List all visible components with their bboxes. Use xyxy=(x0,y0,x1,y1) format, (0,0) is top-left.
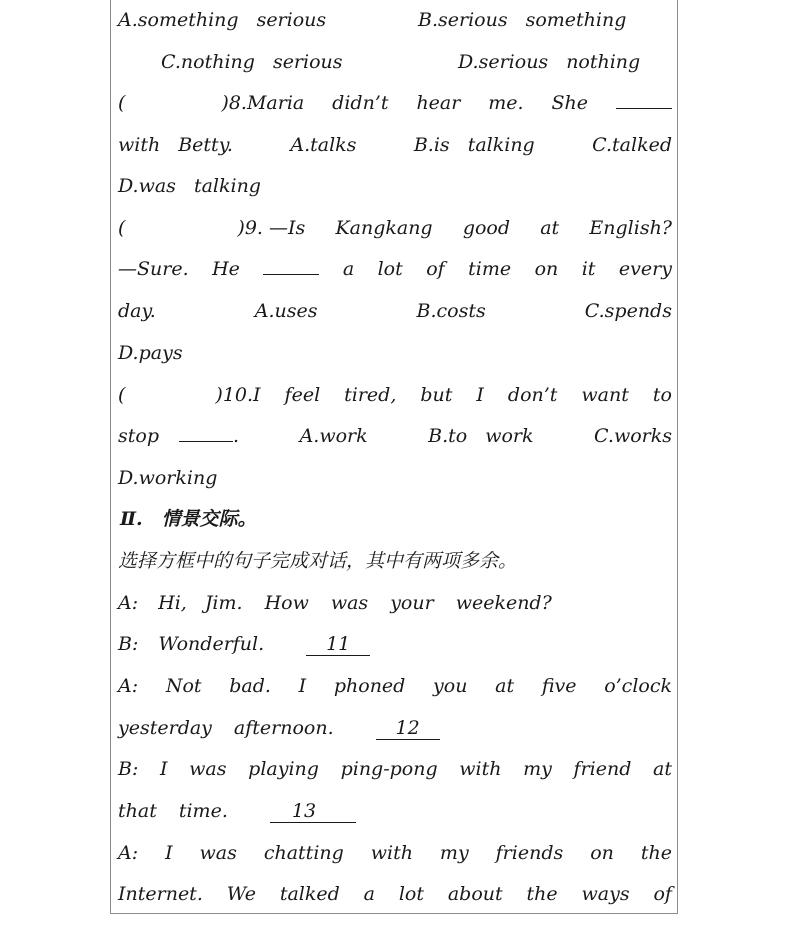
dialogue-word: was xyxy=(330,592,369,614)
dialogue-word: We xyxy=(226,883,256,905)
dialogue-word: talked xyxy=(279,883,340,905)
dialogue-word: bad. xyxy=(229,675,271,697)
dialogue-word: time. xyxy=(178,800,228,822)
blank-11[interactable]: 11 xyxy=(306,633,370,656)
dialogue-word: Not xyxy=(165,675,202,697)
q10-word: but xyxy=(420,384,453,406)
dialogue-word: playing xyxy=(248,758,319,780)
dialogue-word: I xyxy=(298,675,307,697)
dialogue-word: Internet. xyxy=(118,883,203,905)
speaker-b: B: xyxy=(118,633,139,655)
q9-stem-line xyxy=(118,213,672,243)
dialogue-word: lot xyxy=(398,883,424,905)
q10-stem-end: stop . xyxy=(118,421,239,451)
blank-12[interactable]: 12 xyxy=(376,717,440,740)
dialogue-line-2 xyxy=(118,629,672,659)
q9-word: every xyxy=(618,258,672,280)
q7-option-a: A.something xyxy=(118,9,239,31)
q9-option-d-line xyxy=(118,338,672,368)
dialogue-word: Wonderful. xyxy=(158,633,265,655)
dialogue-word: with xyxy=(459,758,502,780)
dialogue-line-6 xyxy=(118,796,672,826)
q8-stem-line xyxy=(118,88,672,118)
dialogue-word: was xyxy=(199,842,237,864)
q8-word: didn’t xyxy=(332,92,389,114)
q8-option-c: C.talked xyxy=(592,134,672,156)
q8-option-d: D.was talking xyxy=(118,175,261,197)
blank-13[interactable]: 13 xyxy=(270,800,356,823)
dialogue-word: the xyxy=(526,883,558,905)
q9-word: time xyxy=(468,258,512,280)
speaker-a: A: xyxy=(118,842,139,864)
q9-word: good xyxy=(462,217,511,239)
q9-word: lot xyxy=(377,258,403,280)
q10-option-b: B.to work xyxy=(428,425,534,447)
dialogue-word: about xyxy=(447,883,503,905)
q7-option-c: C.nothing serious xyxy=(161,51,343,73)
q9-word: a xyxy=(342,258,355,280)
q7-option-b: B.serious something xyxy=(418,9,627,31)
dialogue-line-1 xyxy=(118,588,672,618)
dialogue-line-3 xyxy=(118,671,672,701)
dialogue-word: the xyxy=(640,842,672,864)
q10-word: tired, xyxy=(344,384,397,406)
q9-word: on xyxy=(534,258,559,280)
q10-word: to xyxy=(652,384,672,406)
q9-option-d: D.pays xyxy=(118,342,183,364)
dialogue-line-7 xyxy=(118,838,672,868)
dialogue-word: weekend? xyxy=(455,592,552,614)
q8-option-a: A.talks xyxy=(290,134,357,156)
q9-word: Kangkang xyxy=(335,217,433,239)
q9-option-b: B.costs xyxy=(416,300,486,322)
dialogue-word: of xyxy=(653,883,672,905)
q7-options-row-2 xyxy=(118,47,672,77)
q9-word: —Sure. xyxy=(118,258,189,280)
q8-option-b: B.is talking xyxy=(413,134,535,156)
dialogue-word: Hi, xyxy=(158,592,187,614)
dialogue-word: friends xyxy=(495,842,564,864)
q8-answer-blank[interactable] xyxy=(616,88,672,109)
speaker-a: A: xyxy=(118,675,139,697)
q10-option-c: C.works xyxy=(594,425,672,447)
dialogue-word: that xyxy=(118,800,157,822)
q9-options-line xyxy=(118,296,672,326)
q8-option-d-line xyxy=(118,171,672,201)
q9-word: English? xyxy=(589,217,672,239)
dialogue-word: at xyxy=(653,758,672,780)
dialogue-word: you xyxy=(433,675,468,697)
dialogue-word: How xyxy=(264,592,309,614)
q8-word: She xyxy=(551,92,589,114)
q9-response-line xyxy=(118,254,672,284)
q9-option-c: C.spends xyxy=(584,300,672,322)
q9-word: day. xyxy=(118,300,156,322)
dialogue-word: chatting xyxy=(263,842,344,864)
q8-options-line xyxy=(118,130,672,160)
q9-word: of xyxy=(426,258,445,280)
section-title: Ⅱ. 情景交际。 xyxy=(120,508,257,530)
q10-word: I xyxy=(476,384,484,406)
dialogue-word: was xyxy=(189,758,227,780)
dialogue-word: at xyxy=(495,675,515,697)
speaker-a: A: xyxy=(118,592,139,614)
q8-stem-end: with Betty. xyxy=(118,134,233,156)
dialogue-line-5 xyxy=(118,754,672,784)
q8-word: hear xyxy=(416,92,461,114)
dialogue-word: my xyxy=(523,758,552,780)
q7-option-d: D.serious nothing xyxy=(458,51,641,73)
dialogue-word: I xyxy=(160,758,168,780)
q10-stem-line xyxy=(118,380,672,410)
dialogue-word: Jim. xyxy=(204,592,243,614)
q9-word: it xyxy=(581,258,596,280)
q10-paren: ( )10.I xyxy=(118,384,261,406)
dialogue-word: o’clock xyxy=(604,675,672,697)
q8-word: me. xyxy=(488,92,524,114)
q8-paren: ( )8.Maria xyxy=(118,92,305,114)
dialogue-word: my xyxy=(439,842,469,864)
section-instruction: 选择方框中的句子完成对话，其中有两项多余。 xyxy=(118,550,518,572)
q7-options-row-1 xyxy=(118,5,672,35)
q10-word: want xyxy=(581,384,629,406)
dialogue-word: on xyxy=(590,842,614,864)
q10-word: don’t xyxy=(507,384,558,406)
q10-option-d: D.working xyxy=(118,467,218,489)
q10-option-a: A.work xyxy=(299,425,368,447)
q10-options-line xyxy=(118,421,672,451)
q10-option-d-line xyxy=(118,463,672,493)
dialogue-word: your xyxy=(390,592,434,614)
q9-word: at xyxy=(540,217,560,239)
q9-answer-blank[interactable] xyxy=(263,254,319,275)
dialogue-line-4 xyxy=(118,713,672,743)
speaker-b: B: xyxy=(118,758,139,780)
dialogue-word: with xyxy=(370,842,413,864)
q10-answer-blank[interactable] xyxy=(179,421,233,442)
q9-option-a: A.uses xyxy=(254,300,318,322)
q9-word: He xyxy=(212,258,240,280)
dialogue-word: I xyxy=(165,842,173,864)
dialogue-word: friend xyxy=(573,758,632,780)
q7-option-a-word: serious xyxy=(256,9,327,31)
dialogue-word: five xyxy=(541,675,577,697)
dialogue-word: phoned xyxy=(333,675,406,697)
dialogue-word: afternoon. xyxy=(233,717,334,739)
dialogue-word: a xyxy=(363,883,375,905)
dialogue-word: ping-pong xyxy=(340,758,438,780)
dialogue-line-8 xyxy=(118,879,672,909)
q10-word: feel xyxy=(284,384,321,406)
dialogue-word: ways xyxy=(581,883,630,905)
dialogue-word: yesterday xyxy=(118,717,212,739)
q9-paren: ( )9. —Is xyxy=(118,217,306,239)
